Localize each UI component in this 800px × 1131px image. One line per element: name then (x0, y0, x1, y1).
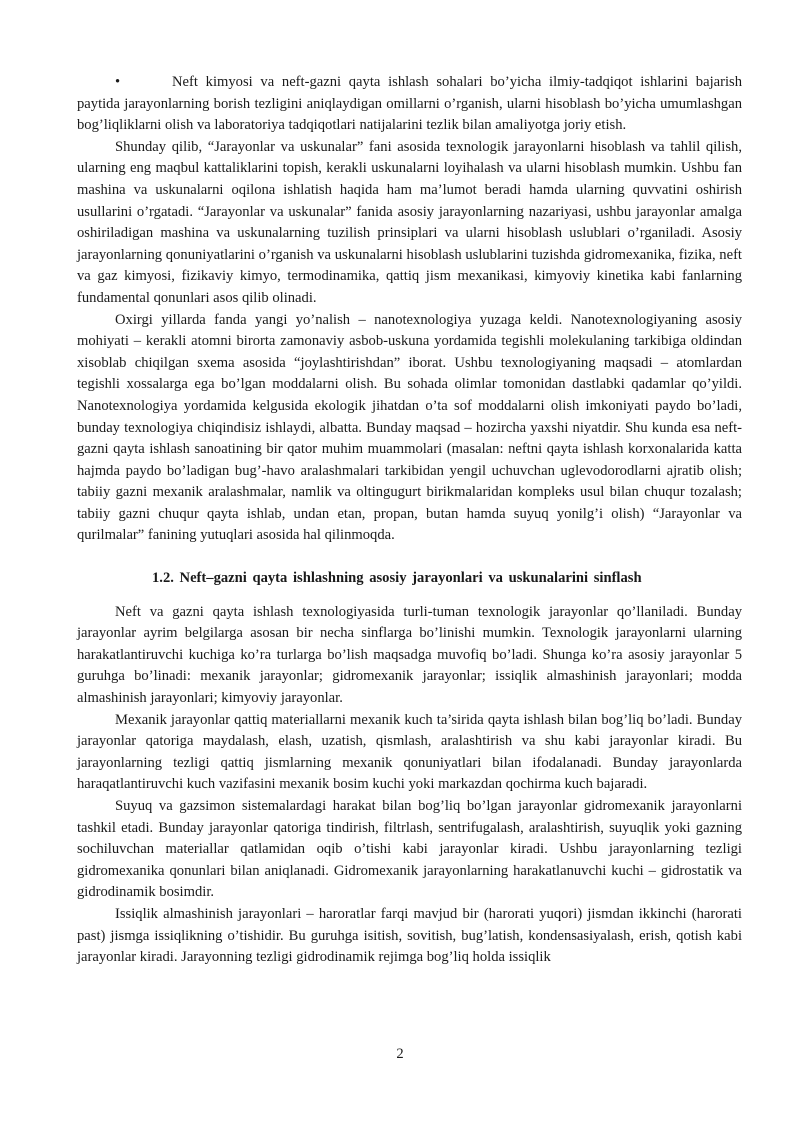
paragraph-heat-exchange-processes: Issiqlik almashinish jarayonlari – haroratlar farqi mavjud bir (harorati yuqori) jismdan ikkinchi (harorati past) jismga issiqlikning o’tishidir. Bu guruhga isitish, sovitish, bug’latish, kondensasiyalash, erish, qotish kabi jarayonlar kiradi. Jarayonning tezligi gidrodinamik rejimga bog’liq holda issiqlik (77, 905, 742, 966)
paragraph-hydromechanical-processes: Suyuq va gazsimon sistemalardagi harakat bilan bog’liq bo’lgan jarayonlar gidromexanik jarayonlarni tashkil etadi. Bunday jarayonlar qatoriga tindirish, filtrlash, sentrifugalash, aralashtirish, suyuqlik yoki gazning sochiluvchan materiallar qatlamidan oqib o’tishi kabi jarayonlar kiradi. Ushbu jarayonlarning tezligi gidromexanika qonunlari bilan aniqlanadi. Gidromexanik jarayonlarning harakatlanuvchi kuchi – gidrostatik va gidrodinamik bosimdir. (77, 798, 742, 901)
bullet-icon: • (115, 74, 121, 90)
bullet-paragraph (77, 72, 742, 137)
paragraph-process-classes: Neft va gazni qayta ishlash texnologiyasida turli-tuman texnologik jarayonlar qo’llaniladi. Bunday jarayonlar ayrim belgilarga asosan bir necha sinflarga bo’linishi mumkin. Texnologik jarayonlarni ularning harakatlantiruvchi kuchiga ko’ra turlarga bo’lish maqsadga muvofiq bo’ladi. Shunga ko’ra asosiy jarayonlar 5 guruhga bo’linadi: mexanik jarayonlar; gidromexanik jarayonlar; issiqlik almashinish jarayonlari; modda almashinish jarayonlari; kimyoviy jarayonlar. (77, 603, 742, 707)
bullet-paragraph-text: Neft kimyosi va neft-gazni qayta ishlash sohalari bo’yicha ilmiy-tadqiqot ishlarini bajarish paytida jarayonlarning borish tezligini aniqlaydigan omillarni o’rganish, ularni hisoblash bo’yicha umumlashgan bog’liqliklarni olish va laboratoriya tadqiqotlari natijalarini tezlik bilan amaliyotga joriy etish. (77, 74, 742, 134)
paragraph-nanotechnology: Oxirgi yillarda fanda yangi yo’nalish – nanotexnologiya yuzaga keldi. Nanotexnologiyaning asosiy mohiyati – kerakli atomni birorta zamonaviy asbob-uskuna yordamida tegishli molekulaning tarkibiga oldindan xisoblab chiqilgan sxema asosida “joylashtirishdan” iborat. Ushbu texnologiyaning maqsadi – atomlardan tegishli xossalarga ega bo’lgan moddalarni olish. Bu sohada olimlar tomonidan dastlabki qadamlar qo’yildi. Nanotexnologiya yordamida kelgusida ekologik jihatdan o’ta sof moddalarni olish imkoniyati paydo bo’ladi, bunday texnologiya chiqindisiz ishlaydi, albatta. Bunday maqsad – hozircha yaxshi niyatdir. Shu kunda esa neft-gazni qayta ishlash sanoatining bir qator muhim muammolari (masalan: neftni qayta ishlash korxonalarida katta hajmda paydo bo’ladigan bug’-havo aralashmalari tarkibidan yengil uchuvchan uglevodorodlarni ajratib olish; tabiiy gazni mexanik aralashmalar, namlik va oltingugurt birikmalaridan kompleks usul bilan chuqur tozalash; tabiiy gazni chuqur qayta ishlab, undan etan, propan, butan hamda suyuq yonilg’i olish) “Jarayonlar va qurilmalar” fanining yutuqlari asosida hal qilinmoqda. (77, 311, 742, 544)
paragraph-subject-overview: Shunday qilib, “Jarayonlar va uskunalar” fani asosida texnologik jarayonlarni hisoblash va tahlil qilish, ularning eng maqbul kattaliklarini topish, kerakli uskunalarni loyihalash va ularni hisoblash mumkin. Ushbu fan mashina va uskunalarni oqilona ishlatish haqida ham ma’lumot beradi hamda ularning quvvatini oshirish usullarini o’rgatadi. “Jarayonlar va uskunalar” fanida asosiy jarayonlarning nazariyasi, ushbu jarayonlar amalga oshiriladigan mashina va uskunalarning tuzilish prinsiplari va ularni hisoblash uslublari o’rganiladi. Asosiy jarayonlarning qonuniyatlarini o’rganish va uskunalarni hisoblash uslublarini tuzishda gidromexanika, fizika, neft va gaz kimyosi, fizikaviy kimyo, termodinamika, qattiq jism mexanikasi, kimyoviy kinetika kabi fanlarning fundamental qonunlari asos qilib olinadi. (77, 138, 742, 306)
section-heading: 1.2. Neft–gazni qayta ishlashning asosiy jarayonlari va uskunalarini sinflash (152, 570, 642, 587)
paragraph-mechanical-processes: Mexanik jarayonlar qattiq materiallarni mexanik kuch ta’sirida qayta ishlash bilan bog’liq bo’ladi. Bunday jarayonlar qatoriga maydalash, elash, uzatish, qismlash, aralashtirish va shu kabi jarayonlar kiradi. Bu jarayonlarning tezligi qattiq jismlarning mexanik qonuniyatlari bilan ifodalanadi. Bunday jarayonlarda haraqatlantiruvchi kuch vazifasini mexanik bosim kuchi yoki markazdan qochirma kuch bajaradi. (77, 711, 742, 793)
document-page (77, 72, 742, 969)
page-number: 2 (396, 1046, 404, 1062)
